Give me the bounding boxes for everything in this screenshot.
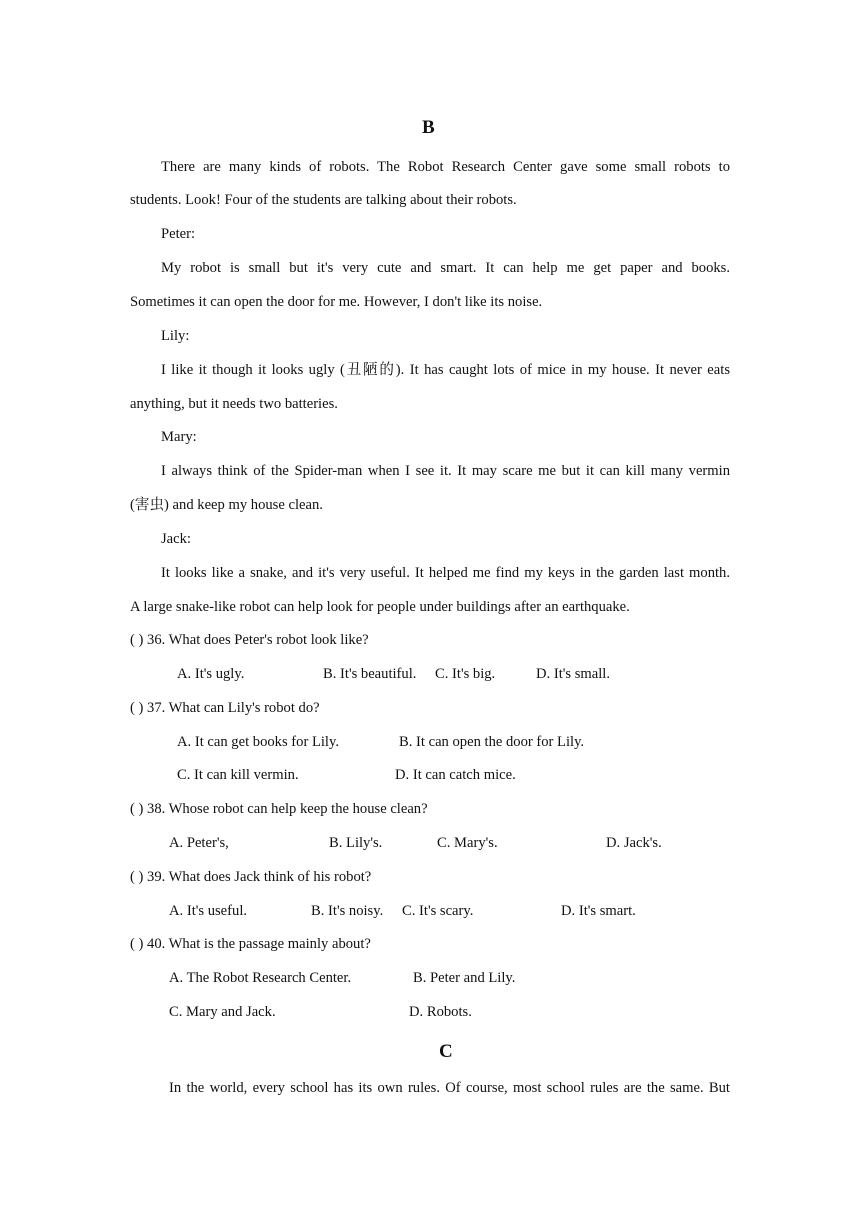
speaker-jack: Jack: (161, 531, 191, 547)
speaker-peter: Peter: (161, 226, 196, 242)
mary-line-2: (害虫) and keep my house clean. (130, 497, 323, 513)
q38-option-c: C. Mary's. (437, 835, 498, 851)
lily-line-1: I like it though it looks ugly (丑陋的). It has caught lots of mice in my house. It never eats (161, 362, 730, 378)
q38-option-d: D. Jack's. (606, 835, 662, 851)
intro-line-2: students. Look! Four of the students are talking about their robots. (130, 192, 517, 208)
intro-line-1: There are many kinds of robots. The Robot Research Center gave some small robots to (161, 159, 730, 175)
speaker-lily: Lily: (161, 328, 190, 344)
q36-option-d: D. It's small. (536, 666, 610, 682)
q36-option-c: C. It's big. (435, 666, 496, 682)
peter-line-2: Sometimes it can open the door for me. However, I don't like its noise. (130, 294, 543, 310)
peter-line-1: My robot is small but it's very cute and smart. It can help me get paper and books. (161, 260, 730, 276)
q39-option-c: C. It's scary. (402, 903, 474, 919)
section-c-heading: C (439, 1041, 453, 1062)
q39-option-b: B. It's noisy. (311, 903, 384, 919)
question-39-stem: ( ) 39. What does Jack think of his robot? (130, 869, 372, 885)
q40-option-d: D. Robots. (409, 1004, 472, 1020)
q39-option-d: D. It's smart. (561, 903, 636, 919)
section-b-heading: B (422, 117, 435, 138)
question-40-stem: ( ) 40. What is the passage mainly about? (130, 936, 371, 952)
speaker-mary: Mary: (161, 429, 197, 445)
question-38-stem: ( ) 38. Whose robot can help keep the house clean? (130, 801, 428, 817)
q40-option-c: C. Mary and Jack. (169, 1004, 276, 1020)
q37-option-d: D. It can catch mice. (395, 767, 516, 783)
q39-option-a: A. It's useful. (169, 903, 248, 919)
question-36-stem: ( ) 36. What does Peter's robot look like? (130, 632, 369, 648)
jack-line-2: A large snake-like robot can help look for people under buildings after an earthquake. (130, 599, 630, 615)
q37-option-a: A. It can get books for Lily. (177, 734, 339, 750)
q40-option-a: A. The Robot Research Center. (169, 970, 352, 986)
q36-option-b: B. It's beautiful. (323, 666, 417, 682)
section-c-line-1: In the world, every school has its own rules. Of course, most school rules are the same. But (169, 1080, 730, 1096)
mary-line-1: I always think of the Spider-man when I see it. It may scare me but it can kill many vermin (161, 463, 730, 479)
q38-option-a: A. Peter's, (169, 835, 229, 851)
question-37-stem: ( ) 37. What can Lily's robot do? (130, 700, 320, 716)
q36-option-a: A. It's ugly. (177, 666, 245, 682)
q40-option-b: B. Peter and Lily. (413, 970, 516, 986)
jack-line-1: It looks like a snake, and it's very useful. It helped me find my keys in the garden last month. (161, 565, 730, 581)
lily-line-2: anything, but it needs two batteries. (130, 396, 338, 412)
q38-option-b: B. Lily's. (329, 835, 383, 851)
q37-option-c: C. It can kill vermin. (177, 767, 299, 783)
q37-option-b: B. It can open the door for Lily. (399, 734, 585, 750)
